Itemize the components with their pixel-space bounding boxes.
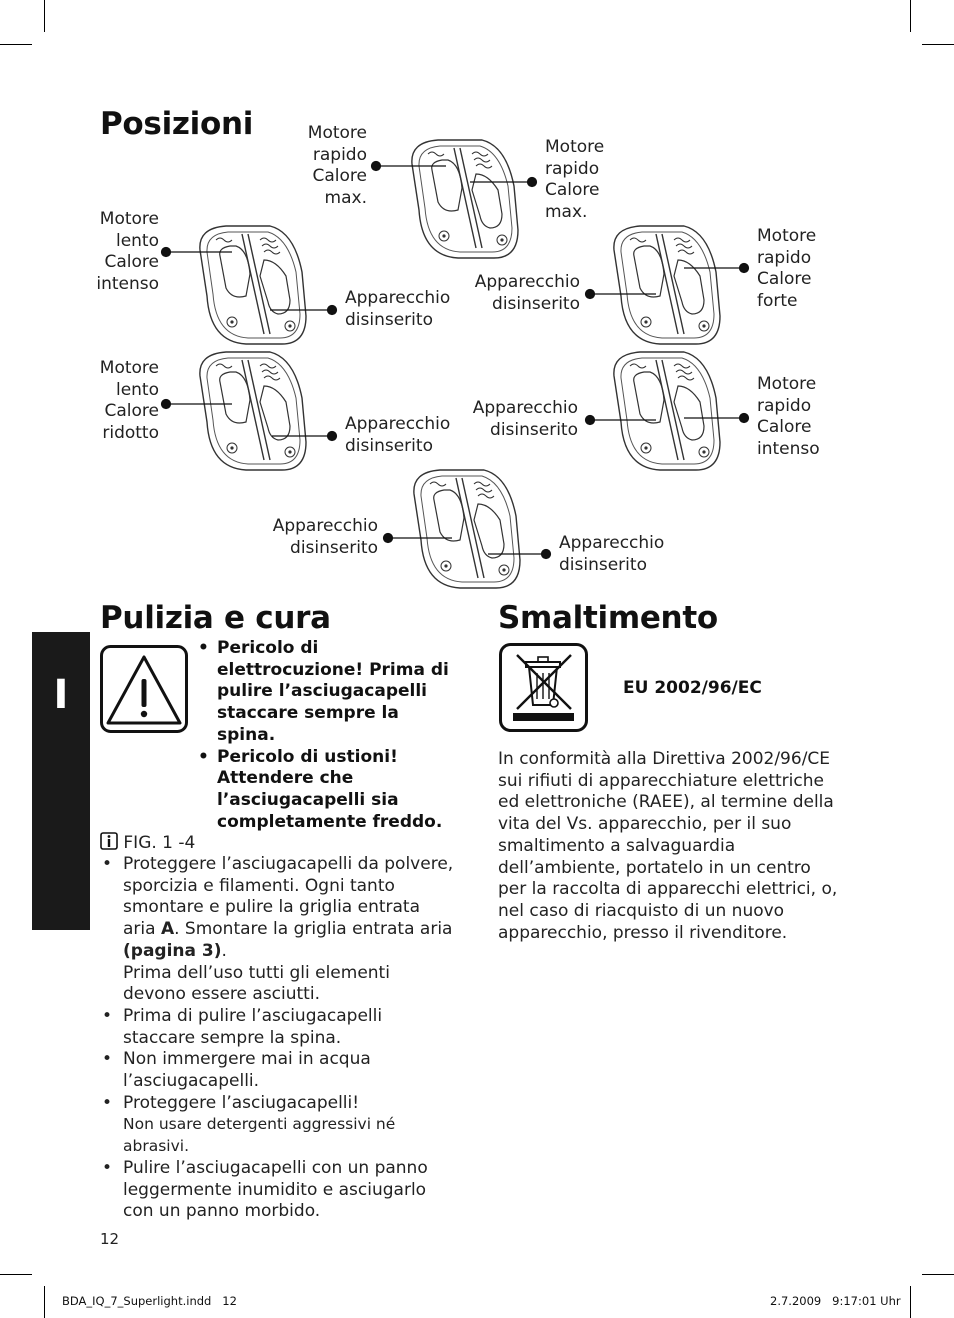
warning-burns: • Pericolo di ustioni! Attendere che l’asciugacapelli sia completamente freddo. [198, 747, 454, 834]
positions-title: Posizioni [100, 106, 254, 142]
warning-electrocution: • Pericolo di elettrocuzione! Prima di pulire l’asciugacapelli staccare sempre la spina. [198, 638, 454, 747]
label-top-left: Motore rapido Calore max. [307, 123, 367, 209]
care-item: • Non immergere mai in acqua l’asciugacapelli. [100, 1049, 456, 1092]
language-tab-letter: I [53, 672, 69, 718]
footer-file: BDA_IQ_7_Superlight.indd 12 [62, 1294, 237, 1308]
crop-mark [44, 1286, 45, 1318]
warning-icon [100, 645, 188, 733]
fig-reference [100, 832, 195, 855]
care-item: • Proteggere l’asciugacapelli! Non usare detergenti aggressivi né abrasivi. [100, 1093, 456, 1158]
disposal-title: Smaltimento [498, 600, 718, 636]
info-icon [100, 832, 118, 850]
weee-bin-icon [499, 643, 588, 732]
label-row1-right: Motore rapido Calore forte [757, 226, 817, 312]
cleaning-title: Pulizia e cura [100, 600, 331, 636]
disposal-text: In conformità alla Direttiva 2002/96/CE sui rifiuti di apparecchiature elettriche ed elettroniche (RAEE), al termine della vita del Vs. apparecchio, per il suo smaltimento a salvaguardia dell’ambiente, portatelo in un centro per la raccolta di apparecchi elettrici, o, nel caso di riacquisto di un nuovo apparecchio, presso il rivenditore. [498, 749, 838, 943]
crop-mark [922, 1274, 954, 1275]
crop-mark [0, 1274, 32, 1275]
label-row2-left-off: Apparecchio disinserito [345, 414, 451, 456]
label-top-right: Motore rapido Calore max. [545, 137, 605, 223]
directive-label: EU 2002/96/EC [623, 678, 762, 698]
label-bottom-left: Apparecchio disinserito [272, 516, 378, 558]
care-list [100, 854, 456, 1223]
care-item: • Proteggere l’asciugacapelli da polvere, sporcizia e filamenti. Ogni tanto smontare e pulire la griglia entrata aria A. Smontare la griglia entrata aria (pagina 3). Prima dell’uso tutti gli elementi devono essere asciutti. [100, 854, 456, 1006]
label-row1-left-off: Apparecchio disinserito [345, 288, 451, 330]
label-row2-right: Motore rapido Calore intenso [757, 374, 820, 460]
language-tab [32, 632, 90, 930]
label-bottom-right: Apparecchio disinserito [559, 533, 665, 575]
crop-mark [910, 1286, 911, 1318]
fig-reference-text: FIG. 1 -4 [123, 833, 196, 853]
label-row1-right-off: Apparecchio disinserito [474, 272, 580, 314]
care-item: • Pulire l’asciugacapelli con un panno leggermente inumidito e asciugarlo con un panno morbido. [100, 1158, 456, 1223]
care-item: • Prima di pulire l’asciugacapelli staccare sempre la spina. [100, 1006, 456, 1049]
label-row1-left: Motore lento Calore intenso [96, 209, 159, 295]
warning-list [198, 638, 454, 833]
label-row2-right-off: Apparecchio disinserito [472, 398, 578, 440]
page-number: 12 [100, 1230, 120, 1248]
label-row2-left: Motore lento Calore ridotto [99, 358, 159, 444]
footer-timestamp: 2.7.2009 9:17:01 Uhr [770, 1294, 901, 1308]
